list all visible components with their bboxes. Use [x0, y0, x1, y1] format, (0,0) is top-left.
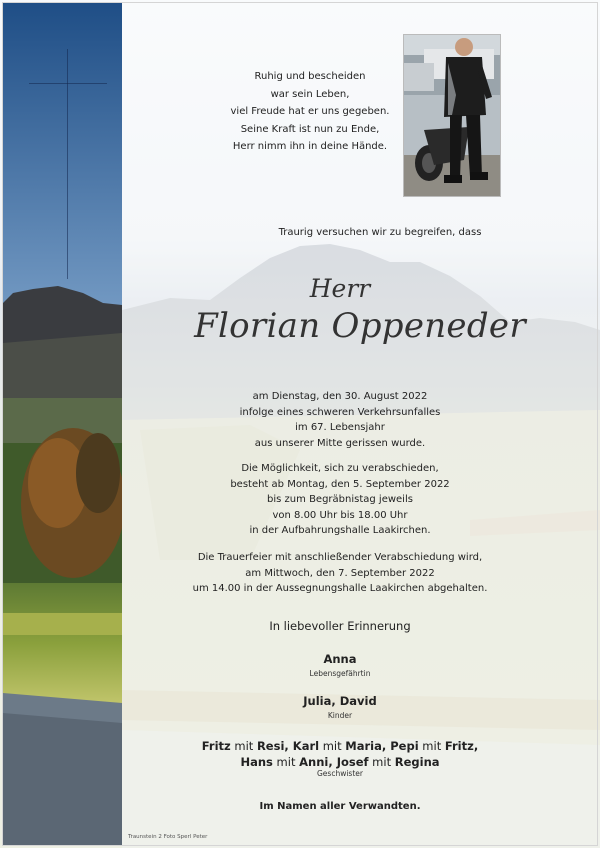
- text-line: am Mittwoch, den 7. September 2022: [245, 567, 435, 579]
- poem-line: Ruhig und bescheiden: [254, 71, 366, 82]
- text-line: um 14.00 in der Aussegnungshalle Laakirchen abgehalten.: [192, 583, 488, 594]
- sibling-name: Josef: [336, 755, 369, 769]
- poem-line: Herr nimm ihn in deine Hände.: [232, 141, 388, 152]
- mourner-siblings-role: Geschwister: [317, 769, 363, 778]
- honorific: Herr: [309, 274, 371, 303]
- sibling-name: Fritz: [201, 739, 231, 753]
- mourner-children-role: Kinder: [327, 711, 353, 720]
- connector-text: mit: [230, 739, 257, 753]
- sibling-name: Karl: [292, 739, 320, 753]
- sibling-name: ,: [328, 755, 337, 769]
- text-line: in der Aufbahrungshalle Laakirchen.: [249, 525, 431, 536]
- mourner-partner-role: Lebensgefährtin: [309, 669, 371, 678]
- sibling-name: ,: [284, 739, 293, 753]
- sibling-name: Hans: [240, 755, 273, 769]
- connector-text: mit: [368, 755, 395, 769]
- farewell-info: [170, 461, 510, 539]
- text-line: infolge eines schweren Verkehrsunfalles: [239, 406, 441, 418]
- sibling-name: ,: [473, 739, 479, 753]
- poem-line: Seine Kraft ist nun zu Ende,: [240, 123, 380, 135]
- left-photo-strip: [3, 3, 122, 845]
- mourner-partner-name: Anna: [323, 652, 357, 666]
- photo-credit: Traunstein 2 Foto Sperl Peter: [128, 834, 208, 840]
- sibling-name: Fritz: [444, 739, 474, 753]
- sibling-name: Anni: [299, 755, 329, 769]
- text-line: aus unserer Mitte gerissen wurde.: [254, 437, 426, 449]
- sibling-name: ,: [381, 739, 391, 753]
- sibling-name: Pepi: [390, 739, 419, 753]
- intro-text: Traurig versuchen wir zu begreifen, dass: [278, 227, 482, 238]
- poem-line: viel Freude hat er uns gegeben.: [230, 106, 390, 117]
- siblings-line: [170, 738, 510, 754]
- text-line: Die Möglichkeit, sich zu verabschieden,: [241, 463, 439, 474]
- mourner-siblings-names: [170, 738, 510, 770]
- connector-text: mit: [418, 739, 445, 753]
- text-line: am Dienstag, den 30. August 2022: [252, 391, 428, 402]
- text-line: bis zum Begräbnistag jeweils: [267, 494, 413, 505]
- cross-symbol: [29, 49, 107, 279]
- text-line: Die Trauerfeier mit anschließender Verabschiedung wird,: [197, 552, 483, 563]
- poem: [200, 68, 420, 156]
- sibling-name: Regina: [394, 755, 440, 769]
- ceremony-info: [170, 550, 510, 597]
- text-line: im 67. Lebensjahr: [295, 422, 385, 433]
- connector-text: mit: [319, 739, 346, 753]
- text-line: von 8.00 Uhr bis 18.00 Uhr: [272, 509, 408, 521]
- mourner-children-names: Julia, David: [303, 694, 377, 708]
- sibling-name: Resi: [256, 739, 285, 753]
- poem-line: war sein Leben,: [270, 88, 350, 100]
- siblings-line: [170, 754, 510, 770]
- death-announcement: [170, 389, 510, 451]
- connector-text: mit: [272, 755, 300, 769]
- text-line: besteht ab Montag, den 5. September 2022: [230, 478, 450, 490]
- memory-heading: In liebevoller Erinnerung: [269, 619, 411, 633]
- deceased-name: Florian Oppeneder: [194, 306, 526, 346]
- sibling-name: Maria: [345, 739, 382, 753]
- closing-text: Im Namen aller Verwandten.: [259, 801, 421, 812]
